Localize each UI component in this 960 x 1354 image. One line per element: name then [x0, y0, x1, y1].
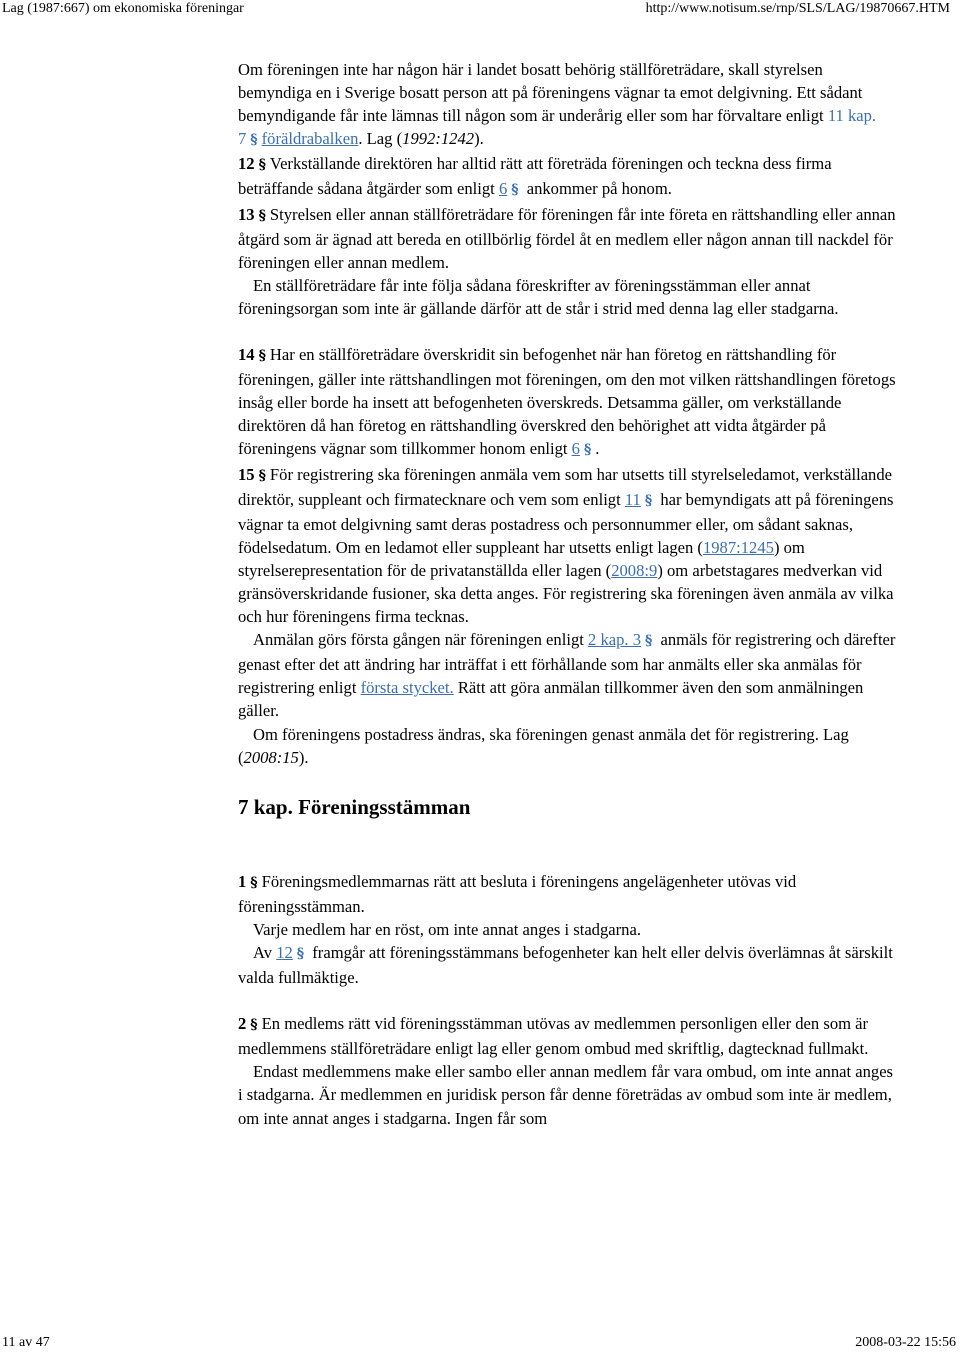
section-text: För registrering ska föreningen anmäla vem som har utsetts till styrelseledamot, verkställande direktör, suppleant och firmatecknare och vem som enligt	[238, 464, 893, 509]
link-11-kap-7[interactable]: 11 kap. 7	[238, 106, 877, 149]
section-13-paragraph-2: En ställföreträdare får inte följa sådana föreskrifter av föreningsstämman eller annat föreningsorgan som inte är gällande därför att de står i strid med denna lag eller stadgarna.	[238, 275, 839, 318]
section-14	[238, 343, 898, 462]
section-1-paragraph-3	[238, 941, 898, 989]
link-2-kap-3[interactable]: 2 kap. 3	[588, 630, 641, 650]
paragraph-text: . Lag (	[358, 129, 403, 149]
paragraph-delgivning	[238, 58, 898, 152]
section-2-paragraph-2: Endast medlemmens make eller sambo eller annan medlem får vara ombud, om inte annat anges i stadgarna. Är medlemmen en juridisk person får denne företrädas av ombud som inte är medlem, om inte annat anges i stadgarna. Ingen får som	[238, 1062, 894, 1128]
section-sign-icon: §	[645, 633, 653, 650]
link-section-12[interactable]: 12	[276, 943, 293, 962]
section-text: ).	[298, 747, 309, 767]
section-number: 2	[238, 1014, 247, 1034]
section-15-paragraph-2	[238, 628, 898, 722]
link-law-2008-9[interactable]: 2008:9	[611, 560, 658, 580]
section-number: 12	[238, 154, 255, 174]
section-sign-icon: §	[258, 348, 266, 365]
section-text: ) om arbetstagares medverkan vid gränsöverskridande fusioner, ska detta anges. För registrering ska föreningen även anmäla av vilka och hur föreningens firma tecknas.	[238, 560, 894, 627]
section-text: Verkställande direktören har alltid rätt att företräda föreningen och teckna dess firma beträffande sådana åtgärder som enligt	[238, 154, 832, 199]
link-law-1987-1245[interactable]: 1987:1245	[702, 537, 774, 557]
chapter-7-section-1	[238, 870, 898, 989]
section-sign-icon: §	[250, 1017, 258, 1034]
section-text: Styrelsen eller annan ställföreträdare för föreningen får inte företa en rättshandling eller annan åtgärd som är ägnad att bereda en otillbörlig fördel åt en medlem eller någon annan till nackdel för föreningen eller annan medlem.	[238, 204, 896, 272]
section-1-paragraph-2: Varje medlem har en röst, om inte annat anges i stadgarna.	[253, 919, 641, 939]
page-footer	[2, 1334, 956, 1354]
section-1-paragraph-1	[238, 870, 898, 918]
section-number: 15	[238, 464, 255, 484]
document-body	[238, 58, 898, 1153]
section-13	[238, 203, 898, 320]
section-sign-icon: §	[511, 182, 519, 199]
section-text: Anmälan görs första gången när föreningen enligt	[253, 630, 588, 650]
section-sign-icon: §	[258, 157, 266, 174]
section-2-paragraph-1	[238, 1012, 898, 1060]
section-text: Om föreningens postadress ändras, ska föreningen genast anmäla det för registrering. Lag (	[238, 724, 849, 767]
print-timestamp: 2008-03-22 15:56	[855, 1335, 956, 1350]
chapter-7-section-2	[238, 1012, 898, 1129]
section-text: har bemyndigats att på föreningens vägnar ta emot delgivning samt deras postadress och personnummer eller, om sådant saknas, födelsedatum. Om en ledamot eller suppleant har utsetts enligt lagen (	[238, 489, 894, 557]
section-text: Av	[253, 943, 277, 962]
page-number: 11 av 47	[2, 1335, 50, 1350]
section-sign-icon: §	[250, 874, 258, 891]
section-text: En medlems rätt vid föreningsstämman utövas av medlemmen personligen eller den som är medlemmens ställföreträdare enligt lag eller genom ombud med skriftlig, dagtecknad fullmakt.	[238, 1014, 869, 1059]
link-section-6[interactable]: 6	[498, 179, 508, 199]
document-title: Lag (1987:667) om ekonomiska föreningar	[2, 1, 244, 16]
section-15-paragraph-1	[238, 463, 898, 629]
section-text: Föreningsmedlemmarnas rätt att besluta i föreningens angelägenheter utövas vid föreningsstämman.	[238, 871, 797, 916]
section-text: anmäls för registrering och därefter genast efter det att ändring har inträffat i ett förhållande som har anmälts eller ska anmälas för registrering enligt	[238, 630, 896, 698]
section-sign-icon: §	[296, 946, 305, 962]
paragraph-text: ).	[474, 129, 484, 149]
link-section-6[interactable]: 6	[571, 439, 580, 459]
section-text: Har en ställföreträdare överskridit sin befogenhet när han företog en rättshandling för föreningen, gäller inte rättshandlingen mot föreningen, om den mot vilken rättshandlingen företogs insåg eller borde ha insett att befogenheten överskreds. Detsamma gäller, om verkställande direktören då han företog en rättshandling överskred den behörighet att vidta åtgärder på föreningens vägnar som tillkommer honom enligt	[238, 345, 896, 459]
section-sign-icon: §	[258, 467, 266, 484]
section-sign-icon: §	[583, 442, 592, 459]
section-number: 14	[238, 345, 255, 365]
section-text: ankommer på honom.	[522, 179, 672, 199]
paragraph-text: Om föreningen inte har någon här i landet bosatt behörig ställföreträdare, skall styrelsen bemyndiga en i Sverige bosatt person att på föreningens vägnar ta emot delgivning. Ett sådant bemyndigande får inte lämnas till någon som är underårig eller som har förvaltare enligt	[238, 60, 863, 126]
section-15	[238, 463, 898, 769]
section-text: Rätt att göra anmälan tillkommer även den som anmälningen gäller.	[238, 678, 864, 721]
page-header	[2, 0, 950, 20]
section-sign-icon: §	[250, 132, 258, 149]
link-forsta-stycket[interactable]: första stycket.	[360, 678, 454, 698]
section-12	[238, 152, 898, 202]
law-reference: 2008:15	[243, 747, 299, 767]
section-number: 13	[238, 204, 255, 224]
section-text: framgår att föreningsstämmans befogenheter kan helt eller delvis överlämnas åt särskilt valda fullmäktige.	[238, 943, 893, 988]
section-text: ) om styrelserepresentation för de privatanställda eller lagen (	[238, 537, 805, 580]
link-section-11[interactable]: 11	[624, 489, 641, 509]
link-foraldrabalken[interactable]: föräldrabalken	[261, 129, 359, 149]
section-sign-icon: §	[644, 492, 653, 509]
section-text: .	[595, 439, 600, 459]
section-sign-icon: §	[258, 207, 266, 224]
law-reference: 1992:1242	[402, 129, 475, 149]
section-number: 1	[238, 871, 247, 891]
section-15-paragraph-3	[238, 723, 898, 769]
section-13-paragraph-1	[238, 203, 898, 274]
document-url: http://www.notisum.se/rnp/SLS/LAG/19870667.HTM	[645, 1, 950, 16]
chapter-heading: 7 kap. Föreningsstämman	[238, 794, 471, 819]
